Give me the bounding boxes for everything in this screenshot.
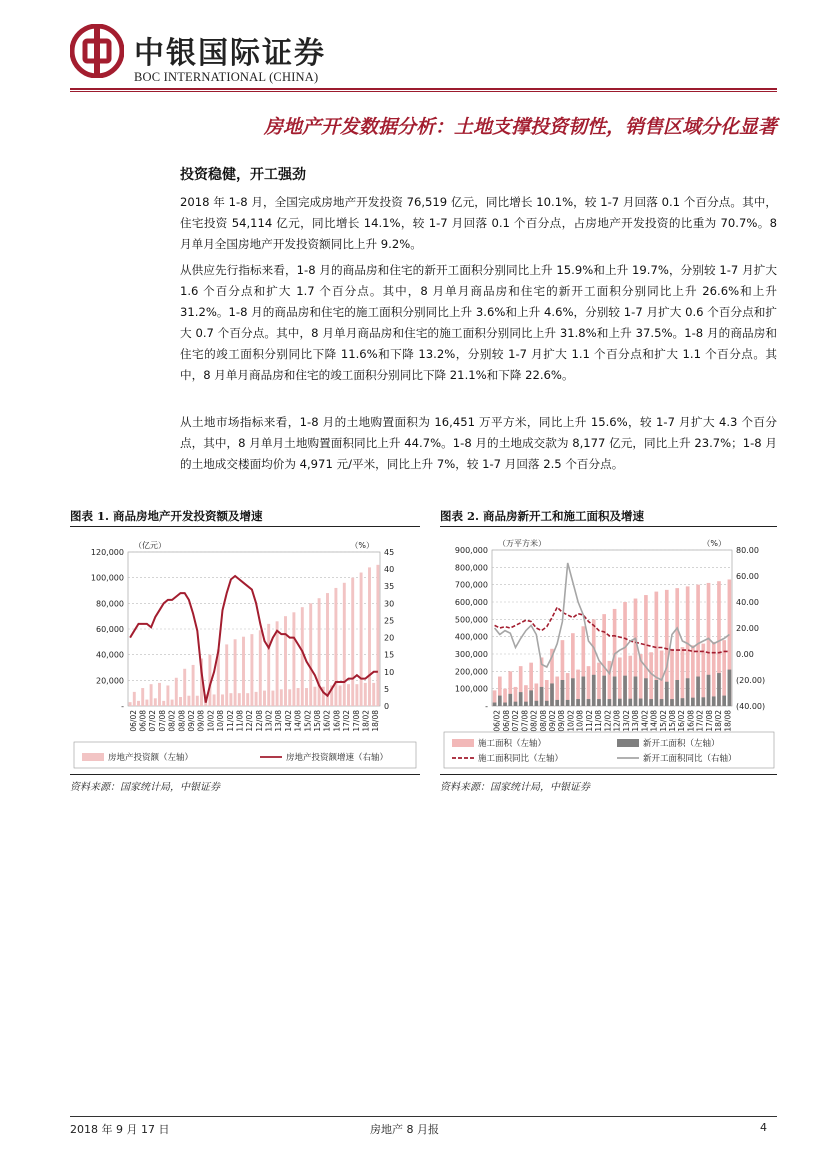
x-tick-label: 16/08 (686, 710, 696, 732)
x-tick-label: 12/08 (612, 710, 622, 732)
bar (229, 693, 232, 706)
bar (259, 630, 262, 706)
bar (712, 696, 716, 706)
x-tick-label: 17/02 (695, 710, 705, 732)
y-tick-label-right: 15 (384, 650, 395, 660)
y-tick-label-left: 900,000 (454, 546, 488, 555)
bar (267, 624, 270, 706)
unit-label-right: （%） (702, 539, 726, 548)
legend-label: 新开工面积同比（右轴） (643, 754, 737, 764)
y-tick-label-right: 30 (384, 599, 395, 609)
bar (670, 649, 674, 706)
legend-swatch (452, 739, 474, 747)
x-tick-label: 11/02 (225, 710, 235, 732)
bar (696, 677, 700, 706)
bar (238, 693, 241, 706)
bar (343, 583, 346, 706)
bar (196, 696, 199, 706)
figure-2-title: 图表 2. 商品房新开工和施工面积及增速 (440, 509, 645, 523)
y-tick-label-right: 5 (384, 684, 390, 694)
bar (313, 687, 316, 706)
bar (250, 634, 253, 706)
bar (691, 645, 695, 706)
y-tick-label-left: 100,000 (454, 684, 488, 694)
y-tick-label-left: 200,000 (454, 667, 488, 677)
bar (571, 678, 575, 706)
bar (129, 702, 132, 706)
x-tick-label: 16/08 (332, 710, 342, 732)
y-tick-label-left: - (121, 702, 124, 711)
bar (234, 639, 237, 706)
footer-page-number: 4 (760, 1121, 767, 1134)
bar (309, 603, 312, 706)
x-tick-label: 12/02 (245, 710, 255, 732)
y-tick-label-left: 60,000 (96, 625, 124, 634)
x-tick-label: 17/08 (704, 710, 714, 732)
paragraph-supply: 从供应先行指标来看，1-8 月的商品房和住宅的新开工面积分别同比上升 15.9%和上升 19.7%，分别较 1-7 月扩大 1.6 个百分点和扩大 1.7 个百分点。其中，8 月单月商品房和住宅的新开工面积分别同比上升 26.6%和上升 31.2%。1-8 月的商品房和住宅的施工面积分别同比上升 3.6%和上升 4.6%，分别较 1-7 月扩大 0.6 个百分点和扩大 0.7 个百分点。其中，8 月单月商品房和住宅的施工面积分别同比上升 31.8%和上升 37.5%。1-8 月的商品房和住宅的竣工面积分别同比下降 11.6%和下降 13.2%，分别较 1-7 月扩大 1.1 个百分点和扩大 1.1 个百分点。其中，8 月单月商品房和住宅的竣工面积分别同比下降 21.1%和下降 22.6%。 (180, 263, 777, 382)
bar (618, 657, 622, 706)
bar (288, 689, 291, 706)
bar (284, 616, 287, 706)
x-tick-label: 18/02 (714, 710, 724, 732)
x-tick-label: 11/08 (235, 710, 245, 732)
figure-1-rule (70, 526, 420, 527)
bar (145, 700, 148, 706)
bar (728, 670, 732, 706)
bar (225, 644, 228, 706)
bar (154, 698, 157, 706)
figure-1-source: 资料来源：国家统计局，中银证券 (70, 782, 220, 793)
x-tick-label: 07/02 (148, 710, 158, 732)
legend-label: 施工面积（左轴） (478, 739, 547, 749)
x-tick-label: 08/02 (167, 710, 177, 732)
bar (524, 702, 528, 706)
x-tick-label: 10/08 (575, 710, 585, 732)
x-tick-label: 09/08 (196, 710, 206, 732)
bar (221, 694, 224, 706)
chart-investment (70, 530, 420, 770)
bar (655, 680, 659, 706)
bar (493, 703, 497, 706)
bar (183, 669, 186, 706)
page-title: 房地产开发数据分析：土地支撑投资韧性，销售区域分化显著 (263, 116, 777, 138)
x-tick-label: 11/02 (584, 710, 594, 732)
bar (166, 685, 169, 706)
y-tick-label-right: 25 (384, 616, 395, 626)
x-tick-label: 14/02 (283, 710, 293, 732)
x-tick-label: 17/02 (342, 710, 352, 732)
header-divider (70, 88, 777, 90)
bar (618, 699, 622, 706)
x-tick-label: 06/08 (138, 710, 148, 732)
bar (581, 677, 585, 706)
paragraph-investment: 2018 年 1-8 月，全国完成房地产开发投资 76,519 亿元，同比增长 10.1%，较 1-7 月回落 0.1 个百分点。其中，住宅投资 54,114 亿元，同比增长 14.1%，较 1-7 月回落 0.1 个百分点，占房地产开发投资的比重为 70.7%。8 月单月全国房地产开发投资额同比上升 9.2%。 (180, 195, 777, 251)
legend-swatch (82, 753, 104, 761)
bar (519, 692, 523, 706)
brand-name-en: BOC INTERNATIONAL (CHINA) (134, 70, 319, 84)
bar (587, 699, 591, 706)
y-tick-label-left: 300,000 (454, 650, 488, 659)
x-tick-label: 07/08 (520, 710, 530, 732)
footer-date: 2018 年 9 月 17 日 (70, 1123, 170, 1136)
bar (339, 685, 342, 706)
bar (187, 696, 190, 706)
bar (717, 673, 721, 706)
x-tick-label: 15/08 (313, 710, 322, 732)
series-line (130, 576, 378, 703)
legend-label: 房地产投资额（左轴） (108, 753, 194, 763)
bar (192, 665, 195, 706)
y-tick-label-right: 60.00 (736, 572, 759, 581)
bar (158, 683, 161, 706)
x-tick-label: 06/08 (501, 710, 511, 732)
x-tick-label: 10/08 (216, 710, 226, 732)
unit-label-right: （%） (350, 541, 374, 550)
bar (347, 684, 350, 706)
y-tick-label-right: 20 (384, 633, 395, 643)
x-tick-label: 07/02 (511, 710, 521, 732)
x-tick-label: 18/02 (361, 710, 371, 732)
bar (255, 692, 258, 706)
bar (550, 683, 554, 706)
bar (242, 637, 245, 706)
x-tick-label: 15/08 (668, 710, 677, 732)
bar (540, 687, 544, 706)
x-tick-label: 08/08 (177, 710, 187, 732)
y-tick-label-right: 40 (384, 565, 395, 575)
bar (675, 680, 679, 706)
x-tick-label: 08/08 (538, 710, 548, 732)
bar (686, 678, 690, 706)
figure-2-rule (440, 526, 777, 527)
bar (351, 578, 354, 706)
bar (602, 676, 606, 706)
bar (213, 694, 216, 706)
bar (529, 690, 533, 706)
y-tick-label-left: 100,000 (90, 573, 124, 583)
bar (628, 656, 632, 706)
bar (297, 688, 300, 706)
x-tick-label: 08/02 (529, 710, 539, 732)
bar (326, 593, 329, 706)
bar (246, 693, 249, 706)
bar (133, 692, 136, 706)
y-tick-label-left: 40,000 (96, 650, 124, 660)
x-tick-label: 14/02 (640, 710, 650, 732)
x-tick-label: 14/08 (649, 710, 659, 732)
unit-label-left: （亿元） (134, 541, 166, 550)
x-tick-label: 17/08 (351, 710, 361, 732)
bar (644, 678, 648, 706)
bar (179, 697, 182, 706)
figure-1-bottom-rule (70, 774, 420, 775)
bar (691, 698, 695, 706)
bar (649, 652, 653, 706)
y-tick-label-left: 20,000 (96, 676, 124, 686)
bar (376, 565, 379, 706)
bar (305, 688, 308, 706)
x-tick-label: 12/02 (603, 710, 613, 732)
y-tick-label-right: (20.00) (736, 676, 766, 685)
x-tick-label: 09/08 (557, 710, 567, 732)
y-tick-label-left: 500,000 (454, 615, 488, 625)
y-tick-label-right: 10 (384, 667, 395, 677)
x-tick-label: 09/02 (187, 710, 196, 732)
header-divider-thin (70, 91, 777, 92)
bar (271, 691, 274, 706)
bar (263, 691, 266, 706)
y-tick-label-right: 45 (384, 548, 395, 557)
x-tick-label: 06/02 (492, 710, 502, 732)
bar (514, 702, 518, 706)
bar (597, 699, 601, 706)
bar (681, 698, 685, 706)
x-tick-label: 09/02 (548, 710, 557, 732)
y-tick-label-left: 700,000 (454, 580, 488, 590)
bar (364, 683, 367, 706)
footer-divider (70, 1116, 777, 1117)
bar (498, 696, 502, 706)
bar (508, 694, 512, 706)
figure-2-source: 资料来源：国家统计局，中银证券 (440, 782, 590, 793)
x-tick-label: 15/02 (658, 710, 668, 732)
bar (503, 703, 507, 706)
bar (628, 699, 632, 706)
bar (681, 647, 685, 706)
legend-label: 新开工面积（左轴） (643, 739, 720, 749)
legend-swatch (617, 739, 639, 747)
bar (566, 700, 570, 706)
bar (318, 598, 321, 706)
bar (334, 588, 337, 706)
bar (280, 689, 283, 706)
y-tick-label-left: 120,000 (90, 548, 124, 557)
x-tick-label: 14/08 (293, 710, 303, 732)
legend-label: 施工面积同比（左轴） (478, 754, 564, 764)
y-tick-label-right: 0 (384, 702, 390, 711)
x-tick-label: 16/02 (677, 710, 687, 732)
bar (623, 676, 627, 706)
bar (545, 701, 549, 706)
bar (701, 697, 705, 706)
bar (561, 680, 565, 706)
x-tick-label: 13/02 (264, 710, 274, 732)
footer-report-name: 房地产 8 月报 (370, 1123, 439, 1136)
y-tick-label-right: 80.00 (736, 546, 759, 555)
bar (608, 699, 612, 706)
bar (301, 607, 304, 706)
x-tick-label: 15/02 (303, 710, 313, 732)
section-subheading: 投资稳健，开工强劲 (180, 167, 306, 183)
bar (355, 684, 358, 706)
bar (670, 699, 674, 706)
bar (712, 642, 716, 706)
boc-logo-icon (70, 24, 124, 78)
bar (639, 699, 643, 706)
bar (701, 644, 705, 706)
y-tick-label-left: 600,000 (454, 598, 488, 607)
paragraph-land: 从土地市场指标来看，1-8 月的土地购置面积为 16,451 万平方米，同比上升 15.6%，较 1-7 月扩大 4.3 个百分点，其中，8 月单月土地购置面积同比上升 44.7%。1-8 月的土地成交款为 8,177 亿元，同比上升 23.7%；1-8 月的土地成交楼面均价为 4,971 元/平米，同比上升 7%，较 1-7 月回落 2.5 个百分点。 (180, 415, 777, 471)
y-tick-label-right: (40.00) (736, 702, 766, 711)
x-tick-label: 13/02 (621, 710, 631, 732)
x-tick-label: 07/08 (157, 710, 167, 732)
x-tick-label: 11/08 (594, 710, 604, 732)
chart-floor-area (440, 530, 777, 770)
y-tick-label-right: 0.00 (736, 650, 754, 659)
brand-name-cn: 中银国际证券 (134, 36, 326, 71)
y-tick-label-right: 40.00 (736, 598, 759, 607)
x-tick-label: 06/02 (128, 710, 138, 732)
figure-1-title: 图表 1. 商品房地产开发投资额及增速 (70, 509, 263, 523)
unit-label-left: （万平方米） (498, 539, 546, 548)
y-tick-label-right: 35 (384, 582, 395, 592)
x-tick-label: 13/08 (631, 710, 641, 732)
bar (592, 675, 596, 706)
bar (665, 682, 669, 706)
bar (722, 696, 726, 706)
x-tick-label: 18/08 (723, 710, 733, 732)
bar (649, 699, 653, 706)
bar (175, 678, 178, 706)
x-tick-label: 13/08 (274, 710, 284, 732)
legend-label: 房地产投资额增速（右轴） (286, 753, 389, 763)
bar (292, 612, 295, 706)
y-tick-label-left: 400,000 (454, 632, 488, 642)
bar (634, 677, 638, 706)
bar (576, 699, 580, 706)
x-tick-label: 10/02 (566, 710, 576, 732)
figure-2-bottom-rule (440, 774, 777, 775)
bar (137, 701, 140, 706)
bar (368, 567, 371, 706)
bar (162, 701, 165, 706)
y-tick-label-right: 20.00 (736, 624, 759, 633)
bar (141, 688, 144, 706)
y-tick-label-left: - (485, 702, 488, 711)
bar (555, 700, 559, 706)
bar (360, 573, 363, 706)
bar (613, 677, 617, 706)
bar (150, 684, 153, 706)
bar (171, 700, 174, 706)
bar (535, 701, 539, 706)
x-tick-label: 12/08 (254, 710, 264, 732)
x-tick-label: 10/02 (206, 710, 216, 732)
x-tick-label: 18/08 (371, 710, 381, 732)
x-tick-label: 16/02 (322, 710, 332, 732)
bar (372, 683, 375, 706)
bar (707, 675, 711, 706)
y-tick-label-left: 800,000 (454, 563, 488, 573)
bar (660, 699, 664, 706)
y-tick-label-left: 80,000 (96, 599, 124, 609)
